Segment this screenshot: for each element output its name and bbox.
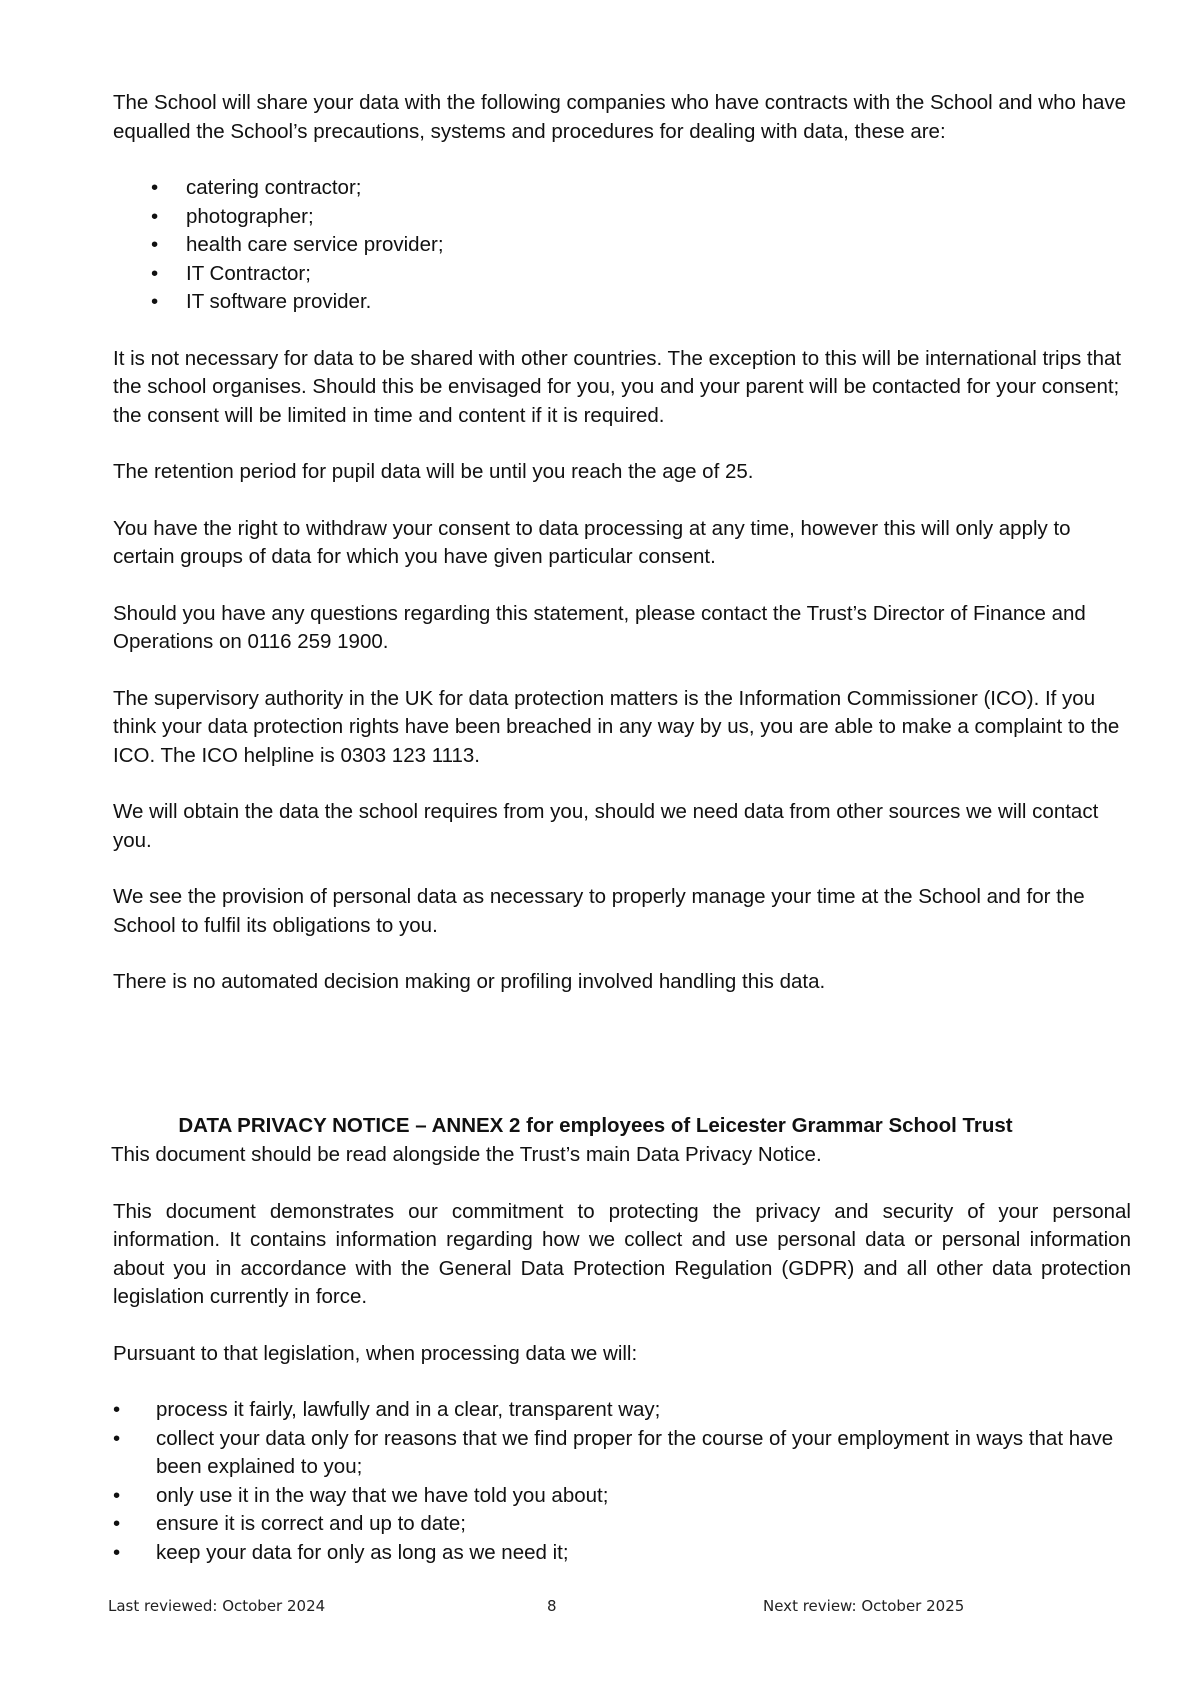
list-item: • keep your data for only as long as we need it;	[113, 1539, 1131, 1568]
obtain-data-paragraph: We will obtain the data the school requires from you, should we need data from other sources we will contact you.	[113, 800, 1099, 852]
bullet-icon: •	[113, 1426, 121, 1450]
footer-page-number: 8	[547, 1597, 557, 1615]
bullet-icon: •	[151, 233, 159, 256]
list-item: • catering contractor;	[113, 174, 1131, 203]
bullet-icon: •	[113, 1398, 121, 1421]
bullet-icon: •	[113, 1540, 121, 1564]
bullet-icon: •	[151, 261, 159, 285]
ico-paragraph: The supervisory authority in the UK for data protection matters is the Information Commissioner (ICO). If you think your data protection rights have been breached in any way by us, you are able to make a complaint to the ICO. The ICO helpline is 0303 123 1113.	[113, 686, 1120, 767]
list-item: • IT software provider.	[113, 288, 1131, 317]
read-alongside-paragraph: This document should be read alongside the Trust’s main Data Privacy Notice.	[111, 1143, 822, 1166]
list-item: • health care service provider;	[113, 231, 1131, 260]
footer-next-review: Next review: October 2025	[763, 1597, 965, 1615]
list-item: • photographer;	[113, 203, 1131, 232]
list-item: • collect your data only for reasons that we find proper for the course of your employment in ways that have been explained to you;	[113, 1426, 1114, 1478]
list-item: • process it fairly, lawfully and in a clear, transparent way;	[113, 1396, 1131, 1425]
countries-paragraph: It is not necessary for data to be shared with other countries. The exception to this will be international trips that the school organises. Should this be envisaged for you, you and your parent will be contacted for your consent; the consent will be limited in time and content if it is required.	[113, 346, 1122, 427]
commitment-paragraph: This document demonstrates our commitment to protecting the privacy and security of your personal information. It contains information regarding how we collect and use personal data or personal information about you in accordance with the General Data Protection Regulation (GDPR) and all other data protection legislation currently in force.	[113, 1199, 1131, 1308]
list-item: • ensure it is correct and up to date;	[113, 1510, 1131, 1539]
annex2-section	[111, 1141, 1131, 1595]
bullet-icon: •	[151, 176, 159, 199]
companies-list	[113, 174, 1131, 317]
list-item: • only use it in the way that we have told you about;	[113, 1482, 1131, 1511]
bullet-icon: •	[151, 204, 159, 228]
annex-title: DATA PRIVACY NOTICE – ANNEX 2 for employees of Leicester Grammar School Trust	[178, 1114, 1013, 1137]
questions-paragraph: Should you have any questions regarding this statement, please contact the Trust’s Director of Finance and Operations on 0116 259 1900.	[113, 601, 1086, 653]
retention-paragraph: The retention period for pupil data will be until you reach the age of 25.	[113, 460, 754, 483]
footer-last-reviewed: Last reviewed: October 2024	[108, 1597, 326, 1615]
bullet-icon: •	[113, 1512, 121, 1535]
withdraw-paragraph: You have the right to withdraw your consent to data processing at any time, however this will only apply to certain groups of data for which you have given particular consent.	[113, 516, 1071, 568]
list-item: • IT Contractor;	[113, 260, 1131, 289]
bullet-icon: •	[113, 1483, 121, 1507]
bullet-icon: •	[151, 290, 159, 313]
pursuant-paragraph: Pursuant to that legislation, when processing data we will:	[113, 1341, 638, 1365]
automated-decision-paragraph: There is no automated decision making or profiling involved handling this data.	[113, 970, 826, 993]
provision-paragraph: We see the provision of personal data as necessary to properly manage your time at the School and for the School to fulfil its obligations to you.	[113, 885, 1085, 937]
pupil-notice-section	[113, 89, 1131, 1025]
commitments-list	[111, 1396, 1131, 1567]
sharing-intro-paragraph: The School will share your data with the following companies who have contracts with the School and who have equalled the School’s precautions, systems and procedures for dealing with data, these are:	[113, 91, 1127, 143]
